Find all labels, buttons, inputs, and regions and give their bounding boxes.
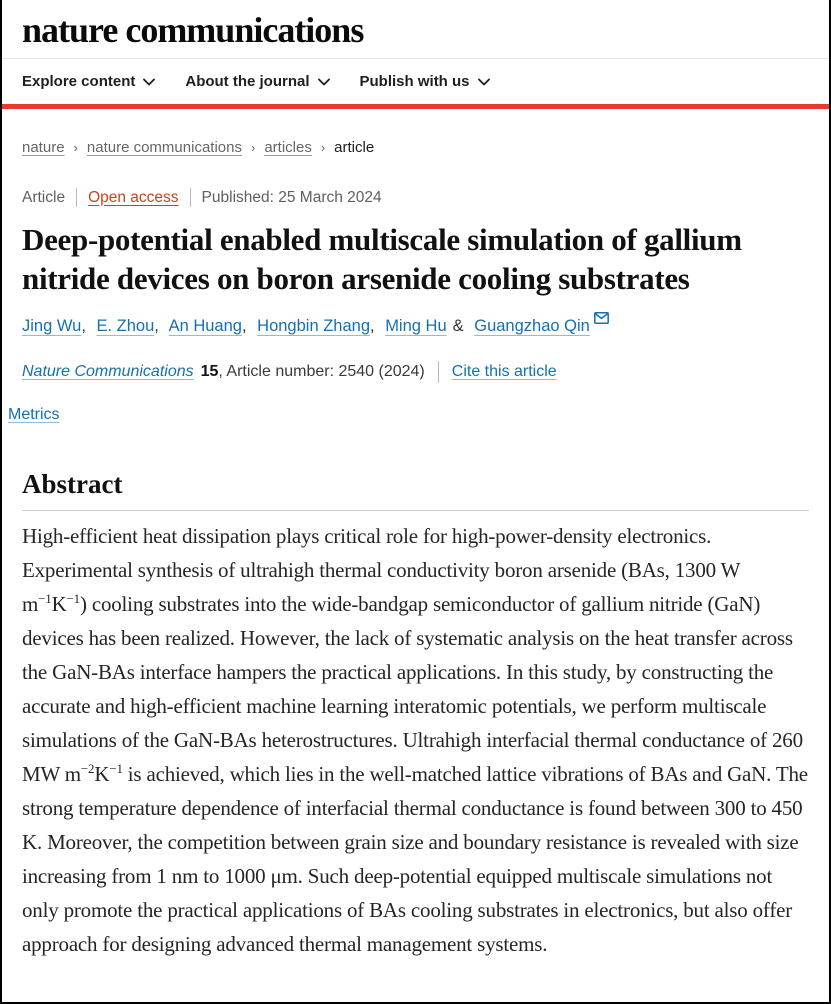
open-access-link[interactable]: Open access bbox=[88, 188, 179, 206]
abstract-heading: Abstract bbox=[22, 469, 123, 499]
meta-separator bbox=[76, 188, 77, 207]
article-title: Deep-potential enabled multiscale simulation of gallium nitride devices on boron arsenide cooling substrates bbox=[22, 222, 742, 296]
nav-publish-with-us[interactable] bbox=[360, 72, 490, 92]
volume-number: 15 bbox=[200, 363, 219, 380]
author-separator: , bbox=[154, 317, 159, 335]
nav-publish-with-us-label: Publish with us bbox=[359, 73, 470, 90]
journal-logo[interactable]: nature communications bbox=[22, 10, 364, 50]
author-link-e-zhou[interactable]: E. Zhou bbox=[96, 317, 155, 335]
metrics-row bbox=[8, 404, 809, 425]
breadcrumb-articles[interactable]: articles bbox=[264, 139, 312, 156]
breadcrumb-separator: › bbox=[250, 140, 256, 155]
metrics-link[interactable]: Metrics bbox=[8, 405, 60, 423]
breadcrumb-nature[interactable]: nature bbox=[22, 139, 65, 156]
nav-explore-content-label: Explore content bbox=[22, 73, 136, 90]
nav-about-the-journal[interactable] bbox=[185, 72, 329, 92]
chevron-down-icon bbox=[135, 72, 155, 92]
article-meta-row bbox=[22, 188, 809, 207]
author-link-an-huang[interactable]: An Huang bbox=[168, 317, 242, 335]
main-nav bbox=[2, 59, 829, 104]
author-list bbox=[22, 314, 809, 338]
breadcrumb-separator: › bbox=[320, 140, 326, 155]
brand-red-bar bbox=[2, 104, 829, 109]
cite-this-article-link[interactable]: Cite this article bbox=[451, 363, 557, 380]
chevron-down-icon bbox=[310, 72, 330, 92]
author-link-ming-hu[interactable]: Ming Hu bbox=[385, 317, 447, 335]
breadcrumb-nature-communications[interactable]: nature communications bbox=[86, 139, 242, 156]
email-author-link[interactable] bbox=[594, 317, 609, 335]
abstract-divider bbox=[22, 510, 809, 511]
author-separator: , bbox=[81, 317, 86, 335]
meta-separator bbox=[190, 188, 191, 207]
author-link-jing-wu[interactable]: Jing Wu bbox=[22, 317, 82, 335]
nav-explore-content[interactable] bbox=[22, 72, 155, 92]
article-content bbox=[2, 139, 829, 961]
chevron-down-icon bbox=[470, 72, 490, 92]
abstract-text: High-efficient heat dissipation plays critical role for high-power-density electronics. Experimental synthesis of ultrahigh thermal conductivity boron arsenide (BAs, 1300 W $m^{-1}K^{-1}$) cooling substrates into the wide-bandgap semiconductor of gallium nitride (GaN) devices has been realized. However, the lack of systematic analysis on the heat transfer across the GaN-BAs interface hampers the practical applications. In this study, by constructing the accurate and high-efficient machine learning interatomic potentials, we perform multiscale simulations of the GaN-BAs heterostructures. Ultrahigh interfacial thermal conductance of 260 MW $m^{-2}K^{-1}$ is achieved, which lies in the well-matched lattice vibrations of BAs and GaN. The strong temperature dependence of interfacial thermal conductance is found between 300 to 450 K. Moreover, the competition between grain size and boundary resistance is revealed with size increasing from 1 nm to 1000 μm. Such deep-potential equipped multiscale simulations not only promote the practical applications of BAs cooling substrates in electronics, but also offer approach for designing advanced thermal management systems. bbox=[22, 524, 808, 956]
email-icon bbox=[594, 317, 609, 335]
nav-about-the-journal-label: About the journal bbox=[185, 73, 310, 90]
abstract-section bbox=[22, 467, 809, 961]
article-type-label: Article bbox=[22, 188, 66, 206]
article-number-text: , Article number: 2540 (2024) bbox=[218, 363, 425, 380]
breadcrumb-current-article: article bbox=[334, 139, 375, 156]
journal-info-row bbox=[22, 361, 809, 383]
author-separator: , bbox=[241, 317, 247, 335]
author-separator: , bbox=[370, 317, 375, 335]
published-date: Published: 25 March 2024 bbox=[201, 188, 382, 206]
breadcrumb bbox=[22, 139, 809, 156]
author-ampersand: & bbox=[452, 317, 464, 335]
journal-link[interactable]: Nature Communications bbox=[22, 363, 194, 380]
site-header bbox=[2, 0, 829, 54]
metrics-separator bbox=[1, 404, 2, 425]
breadcrumb-separator: › bbox=[73, 140, 78, 155]
journal-separator bbox=[438, 361, 439, 383]
author-link-hongbin-zhang[interactable]: Hongbin Zhang bbox=[257, 317, 370, 335]
author-link-guangzhao-qin[interactable]: Guangzhao Qin bbox=[474, 317, 590, 335]
